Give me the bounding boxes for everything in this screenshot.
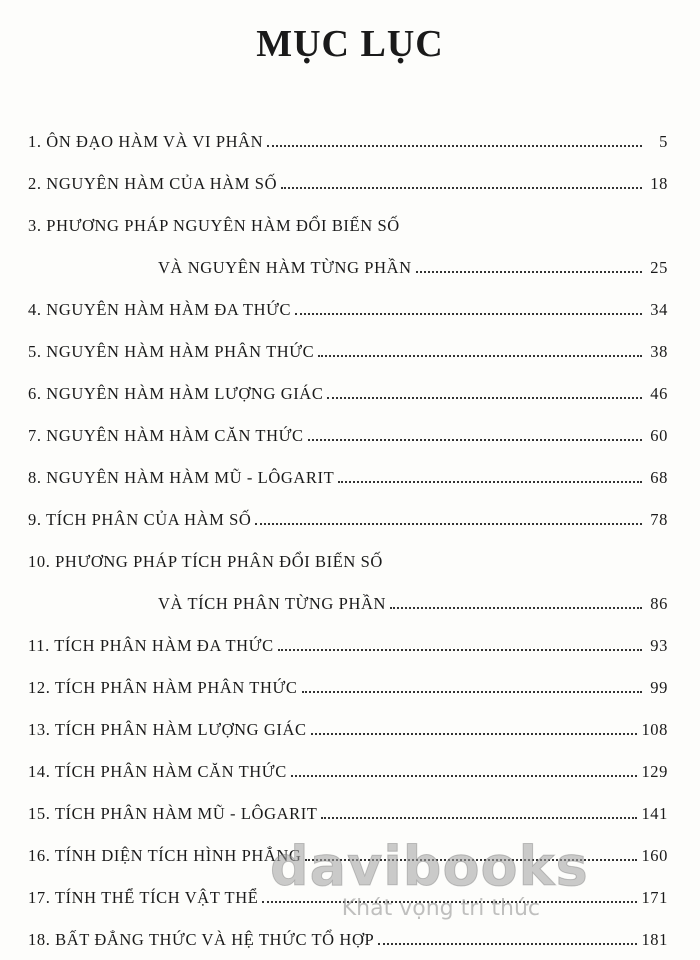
toc-entry-label: 12. TÍCH PHÂN HÀM PHÂN THỨC (28, 678, 298, 697)
toc-entry (28, 404, 668, 446)
toc-page-number: 160 (641, 846, 668, 865)
toc-entry (28, 194, 668, 236)
toc-page-number: 181 (641, 930, 668, 949)
toc-entry (28, 530, 668, 572)
watermark-brand: davibooks (270, 835, 589, 898)
toc-page-number: 34 (650, 300, 668, 319)
toc-page-number: 141 (641, 804, 668, 823)
toc-page-number: 99 (650, 678, 668, 697)
toc-entry (28, 446, 668, 488)
dot-leader (327, 396, 642, 399)
toc-entry-label: 4. NGUYÊN HÀM HÀM ĐA THỨC (28, 300, 292, 319)
toc-entry-label: 10. PHƯƠNG PHÁP TÍCH PHÂN ĐỔI BIẾN SỐ (28, 552, 383, 571)
dot-leader (305, 858, 637, 861)
toc-entry (28, 110, 668, 152)
toc-entry-label: 16. TÍNH DIỆN TÍCH HÌNH PHẲNG (28, 846, 302, 865)
toc-page-number: 46 (650, 384, 668, 403)
dot-leader (262, 900, 637, 903)
toc-entry (28, 782, 668, 824)
toc-page-number: 25 (650, 258, 668, 277)
watermark-tagline: Khát vọng tri thức (341, 896, 540, 921)
toc-page-number: 86 (650, 594, 668, 613)
toc-entry-label: 15. TÍCH PHÂN HÀM MŨ - LÔGARIT (28, 804, 318, 823)
toc-entry-label: 9. TÍCH PHÂN CỦA HÀM SỐ (28, 510, 252, 529)
dot-leader (267, 144, 642, 147)
toc-entry (28, 824, 668, 866)
toc-entry (28, 488, 668, 530)
toc-entry-label: VÀ NGUYÊN HÀM TỪNG PHẦN (158, 258, 412, 277)
toc-entry (28, 614, 668, 656)
dot-leader (318, 354, 642, 357)
toc-page-number: 68 (650, 468, 668, 487)
dot-leader (416, 270, 642, 273)
toc-entry-label: 13. TÍCH PHÂN HÀM LƯỢNG GIÁC (28, 720, 307, 739)
toc-entry-label: 1. ÔN ĐẠO HÀM VÀ VI PHÂN (28, 132, 264, 151)
dot-leader (311, 732, 638, 735)
toc-entry (28, 152, 668, 194)
toc-page-number: 108 (641, 720, 668, 739)
dot-leader (390, 606, 642, 609)
toc-entry-label: 7. NGUYÊN HÀM HÀM CĂN THỨC (28, 426, 304, 445)
toc-entry-label: 14. TÍCH PHÂN HÀM CĂN THỨC (28, 762, 287, 781)
dot-leader (278, 648, 642, 651)
toc-entry (28, 278, 668, 320)
toc-entry-label: 11. TÍCH PHÂN HÀM ĐA THỨC (28, 636, 274, 655)
toc-entry-label: VÀ TÍCH PHÂN TỪNG PHẦN (158, 594, 386, 613)
toc-entry (28, 320, 668, 362)
toc-page-number: 171 (641, 888, 668, 907)
toc-entry (28, 908, 668, 950)
toc-page-number: 18 (650, 174, 668, 193)
dot-leader (291, 774, 638, 777)
toc-page-number: 129 (641, 762, 668, 781)
toc-entry-label: 3. PHƯƠNG PHÁP NGUYÊN HÀM ĐỔI BIẾN SỐ (28, 216, 400, 235)
toc-page-number: 38 (650, 342, 668, 361)
dot-leader (321, 816, 637, 819)
toc-entry-label: 8. NGUYÊN HÀM HÀM MŨ - LÔGARIT (28, 468, 335, 487)
toc-page-number: 93 (650, 636, 668, 655)
page-title: MỤC LỤC (256, 23, 444, 65)
dot-leader (302, 690, 642, 693)
toc-entry-continuation (28, 572, 668, 614)
toc-entry (28, 740, 668, 782)
dot-leader (378, 942, 637, 945)
toc-entry (28, 866, 668, 908)
toc-page-number: 78 (650, 510, 668, 529)
toc-entry-label: 2. NGUYÊN HÀM CỦA HÀM SỐ (28, 174, 278, 193)
dot-leader (338, 480, 642, 483)
toc-entry-label: 5. NGUYÊN HÀM HÀM PHÂN THỨC (28, 342, 315, 361)
table-of-contents (28, 110, 668, 950)
toc-entry-continuation (28, 236, 668, 278)
toc-page-number: 5 (659, 132, 668, 151)
toc-entry (28, 698, 668, 740)
dot-leader (255, 522, 642, 525)
toc-entry (28, 362, 668, 404)
dot-leader (295, 312, 642, 315)
toc-page-number: 60 (650, 426, 668, 445)
toc-entry-label: 18. BẤT ĐẲNG THỨC VÀ HỆ THỨC TỔ HỢP (28, 930, 375, 949)
dot-leader (308, 438, 642, 441)
toc-entry-label: 17. TÍNH THỂ TÍCH VẬT THỂ (28, 888, 259, 907)
toc-entry-label: 6. NGUYÊN HÀM HÀM LƯỢNG GIÁC (28, 384, 324, 403)
toc-entry (28, 656, 668, 698)
dot-leader (281, 186, 642, 189)
